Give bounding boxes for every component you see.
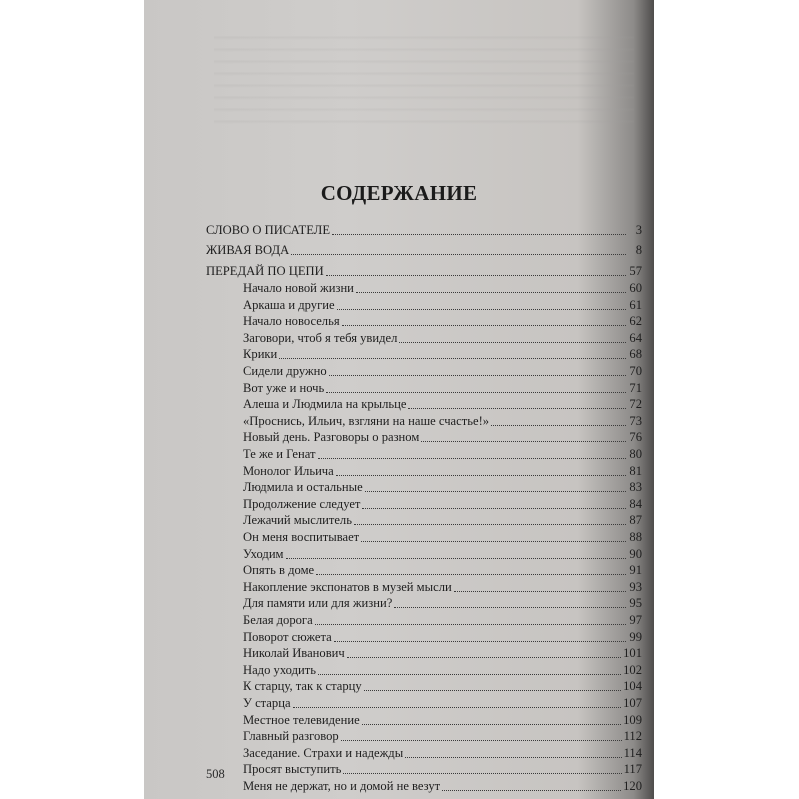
dot-leader — [362, 724, 621, 725]
dot-leader — [315, 624, 626, 625]
page-title: СОДЕРЖАНИЕ — [320, 181, 478, 205]
dot-leader — [454, 591, 626, 592]
toc-sub-entry — [206, 496, 642, 512]
toc-entry-page: 8 — [635, 243, 642, 257]
toc-entry-title: Надо уходить — [243, 662, 316, 677]
toc-entry-page: 95 — [629, 596, 642, 611]
toc-sub-entry — [206, 546, 642, 562]
book-page — [144, 0, 654, 799]
toc-entry-title: «Проснись, Ильич, взгляни на наше счастье!» — [243, 413, 490, 428]
toc-entry-page: 3 — [635, 223, 642, 237]
toc-main-entry — [206, 222, 642, 238]
toc-entry-title: ЖИВАЯ ВОДА — [206, 243, 290, 257]
toc-entry-title: Людмила и остальные — [243, 480, 363, 495]
toc-entry-title: Николай Иванович — [243, 646, 345, 661]
toc-entry-page: 120 — [623, 779, 642, 793]
dot-leader — [354, 524, 626, 525]
toc-sub-entry — [206, 562, 642, 578]
dot-leader — [343, 773, 621, 774]
toc-entry-page: 72 — [629, 397, 642, 412]
toc-entry-title: Опять в доме — [243, 563, 315, 578]
toc-entry-title: Для памяти или для жизни? — [243, 596, 393, 611]
toc-entry-page: 102 — [623, 662, 642, 677]
toc-entry-page: 88 — [629, 530, 642, 544]
dot-leader — [362, 508, 626, 509]
page-number: 508 — [206, 767, 225, 781]
toc-sub-entry — [206, 346, 642, 362]
toc-sub-entry — [206, 629, 642, 645]
toc-entry-page: 73 — [629, 413, 642, 428]
toc-entry-title: Вот уже и ночь — [243, 380, 325, 395]
toc-entry-title: Меня не держат, но и домой не везут — [243, 779, 441, 793]
toc-entry-page: 81 — [629, 463, 642, 478]
dot-leader — [326, 275, 626, 276]
toc-sub-entry — [206, 313, 642, 329]
toc-entry-title: Крики — [243, 347, 278, 362]
toc-entry-page: 62 — [629, 314, 642, 329]
toc-entry-title: Заседание. Страхи и надежды — [243, 745, 404, 760]
toc-entry-page: 87 — [629, 513, 642, 528]
dot-leader — [408, 408, 626, 409]
dot-leader — [334, 641, 626, 642]
toc-entry-title: У старца — [243, 696, 291, 710]
toc-entry-title: Алеша и Людмила на крыльце — [243, 397, 407, 412]
toc-sub-entry — [206, 479, 642, 495]
toc-entry-page: 64 — [629, 330, 642, 345]
toc-entry-page: 60 — [629, 281, 642, 295]
dot-leader — [356, 292, 626, 293]
toc-entry-page: 71 — [629, 380, 642, 395]
toc-entry-page: 112 — [623, 729, 642, 744]
toc-sub-entry — [206, 380, 642, 396]
toc-entry-title: Те же и Генат — [243, 447, 316, 461]
toc-sub-entry — [206, 297, 642, 313]
toc-entry-page: 117 — [623, 762, 642, 777]
dot-leader — [405, 757, 621, 758]
toc-entry-title: Начало новоселья — [243, 314, 340, 329]
toc-entry-page: 91 — [629, 563, 642, 578]
toc-entry-title: Аркаша и другие — [243, 297, 335, 312]
dot-leader — [291, 254, 626, 255]
toc-sub-entry — [206, 595, 642, 611]
dot-leader — [364, 690, 621, 691]
toc-sub-entry — [206, 745, 642, 761]
toc-sub-entry — [206, 728, 642, 744]
toc-entry-title: ПЕРЕДАЙ ПО ЦЕПИ — [206, 264, 324, 278]
toc-entry-page: 68 — [629, 347, 642, 362]
dot-leader — [329, 375, 626, 376]
dot-leader — [421, 441, 626, 442]
toc-entry-title: Уходим — [243, 546, 284, 561]
dot-leader — [347, 657, 621, 658]
toc-sub-entry — [206, 512, 642, 528]
dot-leader — [337, 309, 626, 310]
dot-leader — [399, 342, 626, 343]
toc-entry-page: 101 — [623, 646, 642, 661]
toc-entry-page: 99 — [629, 629, 642, 644]
toc-entry-title: Заговори, чтоб я тебя увидел — [243, 330, 398, 345]
toc-sub-entry — [206, 463, 642, 479]
dot-leader — [279, 358, 626, 359]
toc-entry-page: 70 — [629, 364, 642, 378]
toc-entry-page: 61 — [629, 297, 642, 312]
toc-main-entry — [206, 263, 642, 279]
toc-sub-entry — [206, 678, 642, 694]
toc-entry-title: Накопление экспонатов в музей мысли — [243, 579, 452, 594]
toc-entry-page: 107 — [623, 696, 642, 710]
toc-entry-title: Монолог Ильича — [243, 463, 334, 478]
toc-sub-entry — [206, 761, 642, 777]
dot-leader — [365, 491, 626, 492]
toc-sub-entry — [206, 645, 642, 661]
dot-leader — [342, 325, 626, 326]
dot-leader — [336, 475, 626, 476]
toc-entry-title: Начало новой жизни — [243, 281, 354, 295]
toc-entry-page: 83 — [629, 480, 642, 495]
toc-entry-page: 93 — [629, 579, 642, 594]
toc-sub-entry — [206, 330, 642, 346]
toc-entry-page: 76 — [629, 430, 642, 445]
dot-leader — [316, 574, 626, 575]
dot-leader — [326, 392, 626, 393]
toc-entry-page: 109 — [623, 712, 642, 727]
dot-leader — [361, 541, 626, 542]
dot-leader — [491, 425, 626, 426]
toc-entry-page: 114 — [623, 745, 642, 760]
dot-leader — [341, 740, 622, 741]
dot-leader — [394, 607, 626, 608]
toc-entry-title: Главный разговор — [243, 729, 339, 744]
toc-sub-entry — [206, 612, 642, 628]
toc-sub-entry — [206, 712, 642, 728]
toc-sub-entry — [206, 529, 642, 545]
toc-entry-title: Просят выступить — [243, 762, 342, 777]
toc-entry-title: Местное телевидение — [243, 712, 360, 727]
toc-sub-entry — [206, 413, 642, 429]
toc-sub-entry — [206, 695, 642, 711]
toc-entry-title: Новый день. Разговоры о разном — [243, 430, 420, 445]
dot-leader — [318, 458, 626, 459]
dot-leader — [293, 707, 622, 708]
toc-entry-title: Сидели дружно — [243, 364, 327, 378]
dot-leader — [442, 790, 621, 791]
toc-entry-page: 80 — [629, 447, 642, 461]
toc-entry-title: СЛОВО О ПИСАТЕЛЕ — [206, 223, 331, 237]
dot-leader — [286, 558, 626, 559]
toc-sub-entry — [206, 579, 642, 595]
toc-entry-title: Лежачий мыслитель — [243, 513, 352, 528]
toc-entry-page: 57 — [629, 264, 642, 278]
toc-sub-entry — [206, 363, 642, 379]
toc-entry-page: 104 — [623, 679, 642, 694]
toc-entry-title: Он меня воспитывает — [243, 530, 360, 544]
toc-entry-page: 97 — [629, 613, 642, 627]
toc-sub-entry — [206, 662, 642, 678]
toc-main-entry — [206, 242, 642, 258]
toc-sub-entry — [206, 280, 642, 296]
toc-entry-title: Поворот сюжета — [243, 629, 332, 644]
toc-sub-entry — [206, 396, 642, 412]
toc-entry-title: Продолжение следует — [243, 496, 361, 511]
toc-sub-entry — [206, 429, 642, 445]
toc-sub-entry — [206, 446, 642, 462]
toc-entry-page: 90 — [629, 546, 642, 561]
dot-leader — [332, 234, 626, 235]
toc-entry-page: 84 — [629, 496, 642, 511]
toc-sub-entry — [206, 778, 642, 794]
show-through-text — [214, 28, 634, 128]
dot-leader — [318, 674, 621, 675]
toc-entry-title: К старцу, так к старцу — [243, 679, 362, 694]
toc-entry-title: Белая дорога — [243, 613, 313, 627]
